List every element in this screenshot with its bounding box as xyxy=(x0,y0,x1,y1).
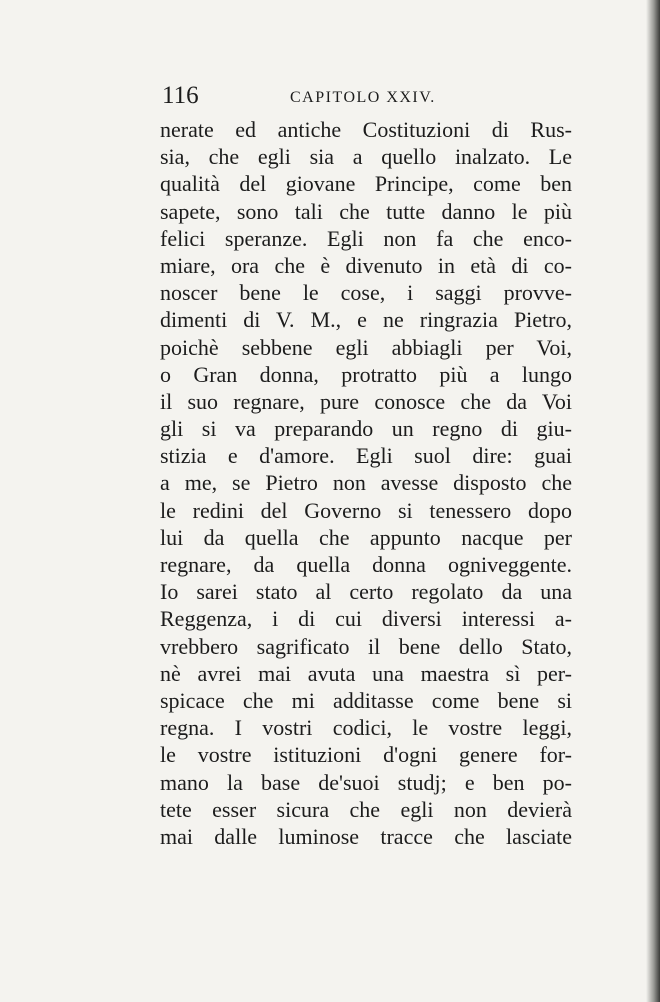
text-line: a me, se Pietro non avesse disposto che xyxy=(160,470,572,496)
text-line: sapete, sono tali che tutte danno le più xyxy=(160,198,572,224)
text-line: il suo regnare, pure conosce che da Voi xyxy=(160,388,572,414)
text-line: dimenti di V. M., e ne ringrazia Pietro, xyxy=(160,307,572,333)
body-text xyxy=(160,116,580,850)
text-line: Reggenza, i di cui diversi interessi a- xyxy=(160,606,572,632)
page-edge-shadow xyxy=(646,0,660,1002)
page-number: 116 xyxy=(162,82,199,109)
text-line: gli si va preparando un regno di giu- xyxy=(160,416,572,442)
text-line: nè avrei mai avuta una maestra sì per- xyxy=(160,660,572,686)
text-line: o Gran donna, protratto più a lungo xyxy=(160,361,572,387)
text-line: lui da quella che appunto nacque per xyxy=(160,524,572,550)
chapter-title: CAPITOLO XXIV. xyxy=(290,89,436,106)
text-line: vrebbero sagrificato il bene dello Stato, xyxy=(160,633,572,659)
book-page xyxy=(160,80,580,850)
text-line: stizia e d'amore. Egli suol dire: guai xyxy=(160,443,572,469)
text-line: tete esser sicura che egli non devierà xyxy=(160,796,572,822)
text-line: qualità del giovane Principe, come ben xyxy=(160,171,572,197)
text-line: regnare, da quella donna ogniveggente. xyxy=(160,552,572,577)
running-head xyxy=(160,80,580,114)
text-line: regna. I vostri codici, le vostre leggi, xyxy=(160,715,572,741)
text-line: le vostre istituzioni d'ogni genere for- xyxy=(160,742,572,768)
text-line: noscer bene le cose, i saggi provve- xyxy=(160,280,572,306)
text-line: sia, che egli sia a quello inalzato. Le xyxy=(160,144,572,170)
text-line: miare, ora che è divenuto in età di co- xyxy=(160,252,572,278)
text-line: felici speranze. Egli non fa che enco- xyxy=(160,225,572,251)
text-line: le redini del Governo si tenessero dopo xyxy=(160,497,572,523)
text-line: mano la base de'suoi studj; e ben po- xyxy=(160,769,572,795)
text-line: spicace che mi additasse come bene si xyxy=(160,687,572,713)
text-line: Io sarei stato al certo regolato da una xyxy=(160,579,572,605)
text-line: poichè sebbene egli abbiagli per Voi, xyxy=(160,334,572,360)
text-line: mai dalle luminose tracce che lasciate xyxy=(160,823,572,849)
text-line: nerate ed antiche Costituzioni di Rus- xyxy=(160,117,572,142)
